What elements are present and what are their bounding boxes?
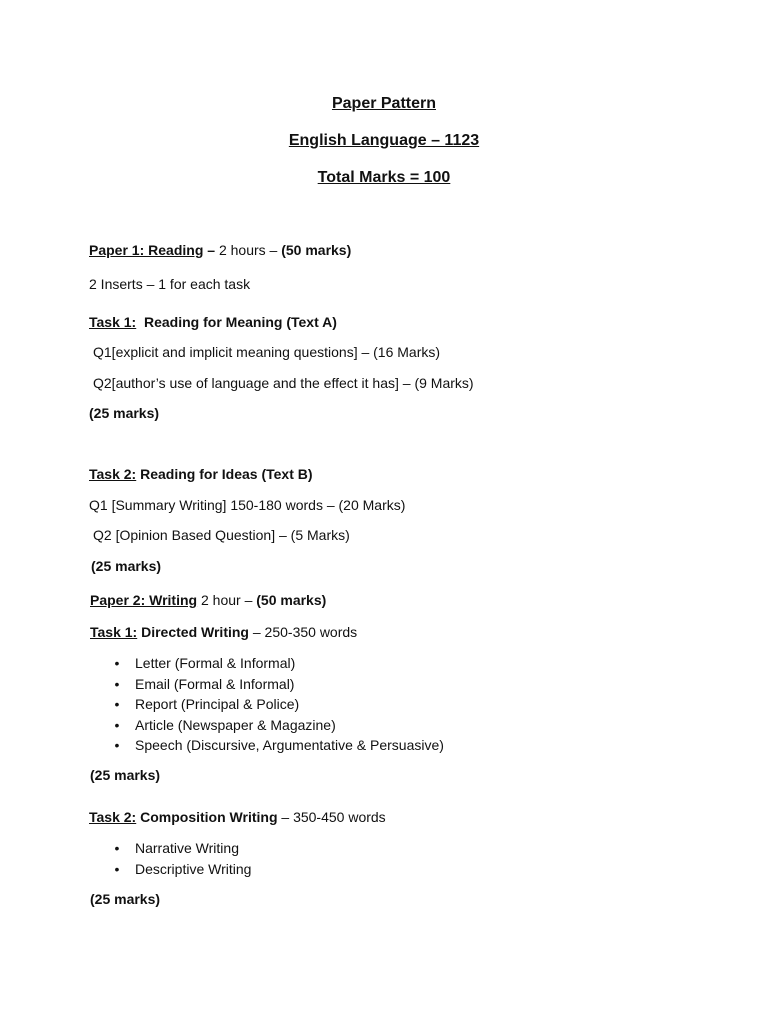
paper2-task2-title: Composition Writing bbox=[136, 809, 278, 825]
list-item bbox=[112, 715, 444, 736]
bullet-icon: • bbox=[114, 655, 120, 671]
paper1-task2-title: Reading for Ideas (Text B) bbox=[136, 466, 313, 482]
paper1-task2-heading bbox=[89, 465, 313, 483]
list-item bbox=[112, 859, 251, 880]
bullet-icon: • bbox=[114, 716, 120, 733]
list-item bbox=[112, 674, 444, 695]
paper1-task1-heading bbox=[89, 313, 337, 331]
list-item bbox=[112, 838, 251, 859]
paper2-task1-title: Directed Writing bbox=[137, 624, 249, 640]
list-item-text: Descriptive Writing bbox=[135, 860, 252, 877]
paper1-separator: – bbox=[203, 242, 219, 258]
list-item-text: Narrative Writing bbox=[135, 840, 239, 856]
paper1-task2-q1: Q1 [Summary Writing] 150-180 words – (20 Marks) bbox=[89, 497, 406, 513]
list-item-text: Article (Newspaper & Magazine) bbox=[135, 716, 336, 733]
bullet-icon: • bbox=[114, 840, 120, 856]
list-item-text: Report (Principal & Police) bbox=[135, 696, 300, 712]
bullet-icon: • bbox=[114, 696, 120, 712]
paper1-task1-label: Task 1: bbox=[89, 314, 137, 330]
paper1-label: Paper 1: Reading bbox=[89, 242, 204, 258]
list-item-text: Email (Formal & Informal) bbox=[135, 675, 295, 692]
list-item-text: Letter (Formal & Informal) bbox=[135, 655, 296, 671]
paper1-task2-marks: (25 marks) bbox=[91, 558, 162, 574]
paper2-heading bbox=[90, 591, 326, 609]
paper2-task1-words: – 250-350 words bbox=[248, 624, 358, 640]
paper1-duration: 2 hours – bbox=[218, 242, 282, 258]
paper2-task1-label: Task 1: bbox=[90, 624, 138, 640]
paper2-label: Paper 2: Writing bbox=[90, 592, 198, 608]
paper1-task2-q2: Q2 [Opinion Based Question] – (5 Marks) bbox=[93, 527, 350, 543]
paper2-task1-heading bbox=[90, 623, 357, 641]
paper2-task2-label: Task 2: bbox=[89, 809, 137, 825]
bullet-icon: • bbox=[114, 860, 120, 877]
list-item bbox=[112, 694, 444, 715]
total-marks-heading: Total Marks = 100 bbox=[317, 169, 451, 186]
paper1-task1-q1: Q1[explicit and implicit meaning questions] – (16 Marks) bbox=[93, 344, 441, 360]
list-item bbox=[112, 735, 444, 756]
subject-heading: English Language – 1123 bbox=[288, 132, 480, 149]
page-title: Paper Pattern bbox=[331, 95, 437, 112]
paper1-task1-q2: Q2[author’s use of language and the effect it has] – (9 Marks) bbox=[93, 375, 474, 391]
paper2-marks: (50 marks) bbox=[256, 592, 327, 608]
paper2-task1-list bbox=[112, 653, 444, 756]
paper1-task1-marks: (25 marks) bbox=[89, 405, 160, 421]
paper2-task2-words: – 350-450 words bbox=[277, 809, 386, 825]
list-item-text: Speech (Discursive, Argumentative & Persuasive) bbox=[135, 737, 444, 753]
bullet-icon: • bbox=[114, 675, 120, 692]
paper2-duration: 2 hour – bbox=[197, 592, 257, 608]
paper2-task2-heading bbox=[89, 808, 386, 826]
list-item bbox=[112, 653, 444, 674]
bullet-icon: • bbox=[114, 737, 120, 753]
paper1-task1-title: Reading for Meaning (Text A) bbox=[136, 314, 337, 330]
paper1-task2-label: Task 2: bbox=[89, 466, 137, 482]
paper2-task2-marks: (25 marks) bbox=[90, 891, 161, 907]
paper2-task2-list bbox=[112, 838, 251, 879]
paper1-inserts: 2 Inserts – 1 for each task bbox=[89, 276, 251, 292]
paper1-marks: (50 marks) bbox=[281, 242, 352, 258]
paper2-task1-marks: (25 marks) bbox=[90, 767, 161, 783]
paper1-heading bbox=[89, 241, 351, 259]
